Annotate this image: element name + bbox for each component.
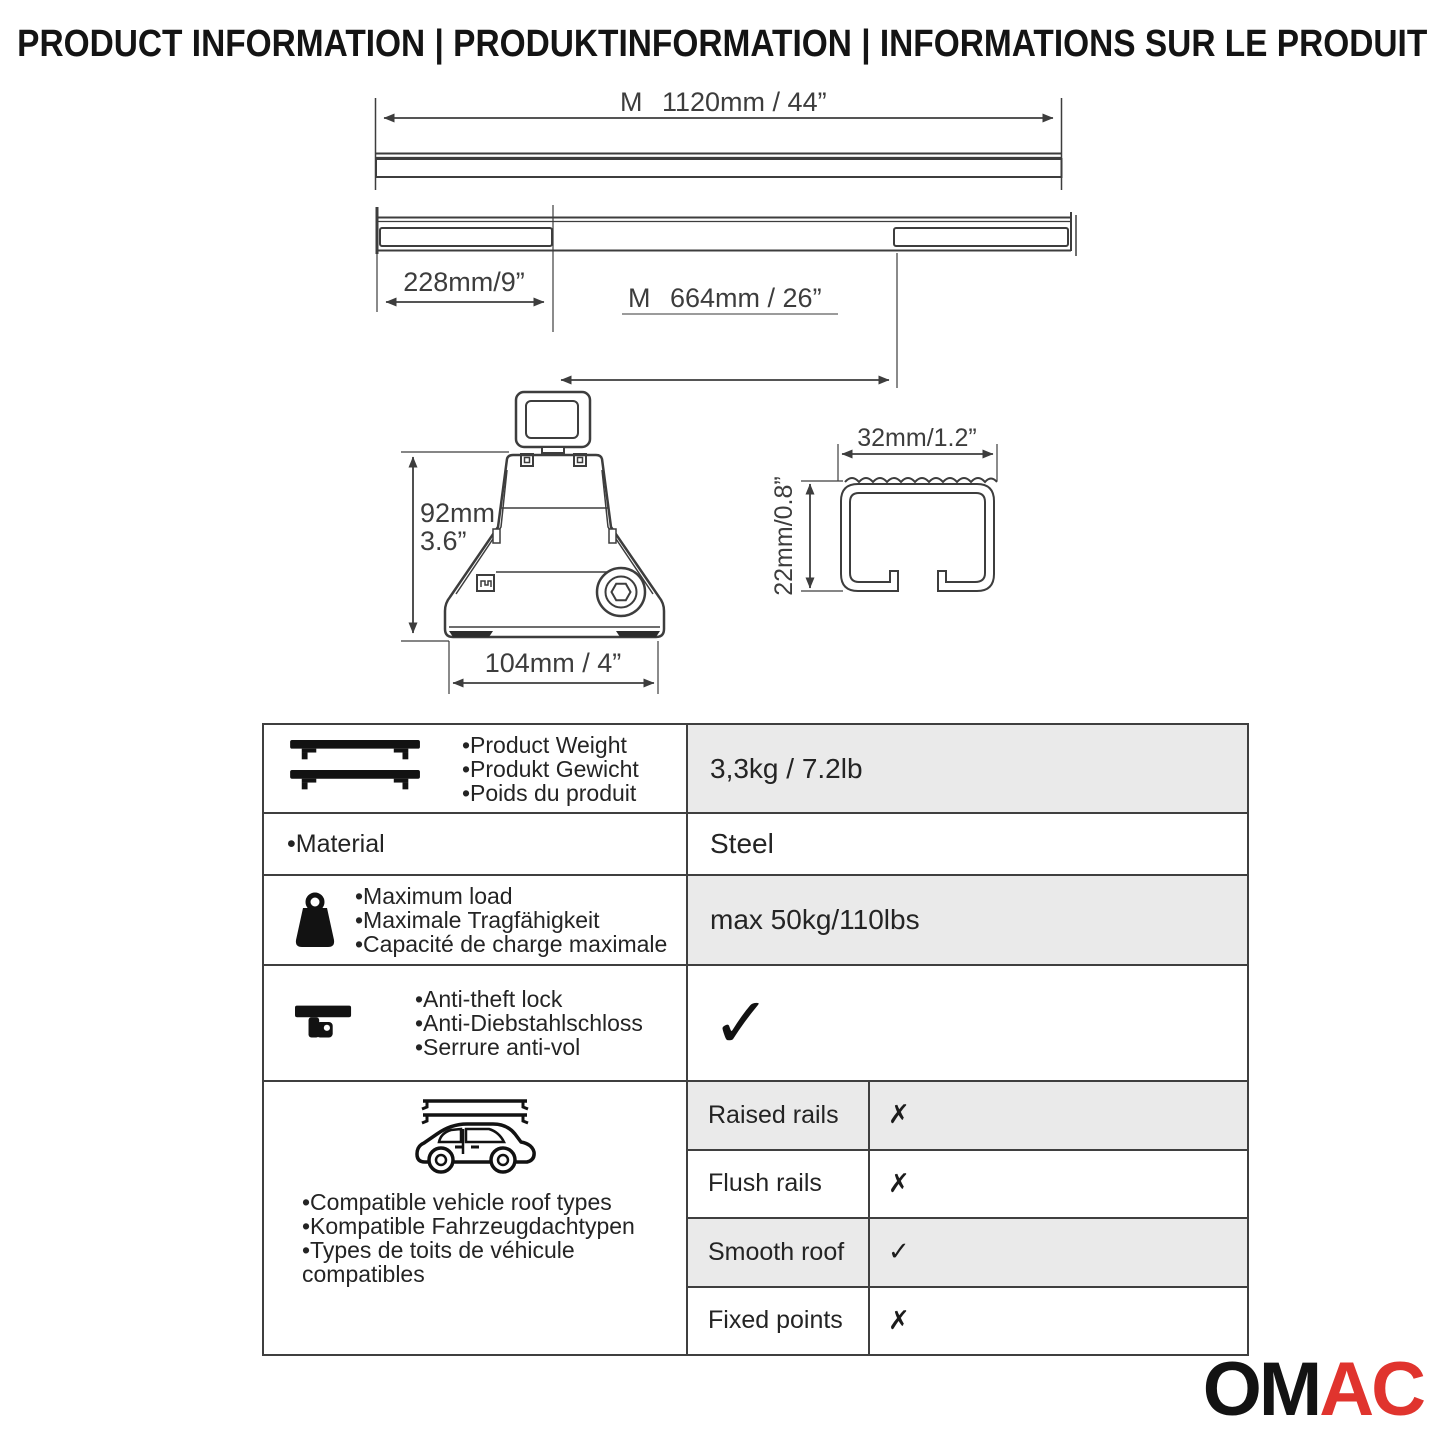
dim-foot-width: 104mm / 4” bbox=[484, 648, 622, 678]
label-anti-theft-de: •Anti-Diebstahlschloss bbox=[415, 1010, 643, 1036]
label-material: •Material bbox=[287, 830, 385, 858]
crossbar-profile-drawing bbox=[770, 424, 997, 596]
anti-theft-lock-icon bbox=[295, 1003, 353, 1043]
value-material: Steel bbox=[710, 828, 774, 859]
page-title: PRODUCT INFORMATION | PRODUKTINFORMATION | INFORMATIONS SUR LE PRODUIT bbox=[17, 23, 1428, 65]
technical-drawings bbox=[0, 0, 1445, 715]
dim-between-feet: 664mm / 26” bbox=[670, 283, 822, 313]
anti-theft-checkmark: ✓ bbox=[712, 981, 771, 1064]
table-row-maximum-load bbox=[264, 876, 1247, 966]
label-roof-types-fr: •Types de toits de véhicule bbox=[302, 1237, 575, 1263]
value-maximum-load: max 50kg/110lbs bbox=[688, 876, 1247, 964]
spec-table bbox=[262, 723, 1249, 1356]
dim-between-feet-prefix: M bbox=[628, 283, 651, 313]
dim-full-length: 1120mm / 44” bbox=[662, 87, 827, 117]
label-anti-theft-en: •Anti-theft lock bbox=[415, 986, 563, 1012]
flush-rails-mark: ✗ bbox=[888, 1168, 910, 1199]
value-product-weight: 3,3kg / 7.2lb bbox=[688, 725, 1247, 812]
smooth-roof-mark: ✓ bbox=[888, 1237, 910, 1268]
table-row-roof-types bbox=[264, 1082, 1247, 1354]
dim-overhang: 228mm/9” bbox=[403, 267, 525, 297]
dim-profile-width: 32mm/1.2” bbox=[857, 424, 977, 452]
table-row-product-weight bbox=[264, 725, 1247, 814]
crossbar-full-length-drawing bbox=[376, 87, 1062, 190]
dim-foot-height-mm: 92mm bbox=[420, 498, 496, 528]
subrow-fixed-points-label: Fixed points bbox=[688, 1288, 870, 1355]
label-max-load-fr: •Capacité de charge maximale bbox=[355, 931, 668, 957]
subrow-raised-rails-label: Raised rails bbox=[688, 1082, 870, 1149]
raised-rails-mark: ✗ bbox=[888, 1100, 910, 1131]
weight-icon bbox=[290, 891, 340, 949]
mounting-foot-drawing bbox=[401, 392, 664, 694]
label-product-weight-en: •Product Weight bbox=[462, 731, 627, 758]
subrow-flush-rails bbox=[688, 1151, 1247, 1220]
car-roof-icon bbox=[409, 1096, 541, 1178]
label-product-weight-fr: •Poids du produit bbox=[462, 779, 637, 806]
omac-logo-red: AC bbox=[1319, 1347, 1423, 1432]
subrow-smooth-roof bbox=[688, 1219, 1247, 1288]
subrow-smooth-roof-label: Smooth roof bbox=[688, 1219, 870, 1286]
label-roof-types-fr-wrap: compatibles bbox=[302, 1261, 425, 1287]
dim-foot-height-in: 3.6” bbox=[420, 526, 467, 556]
label-roof-types-de: •Kompatible Fahrzeugdachtypen bbox=[302, 1213, 635, 1239]
omac-logo-black: OM bbox=[1202, 1347, 1320, 1432]
label-roof-types-en: •Compatible vehicle roof types bbox=[302, 1189, 612, 1215]
roof-types-subtable bbox=[688, 1082, 1247, 1354]
roof-rack-bars-icon bbox=[288, 738, 424, 800]
subrow-raised-rails bbox=[688, 1082, 1247, 1151]
dim-full-length-prefix: M bbox=[620, 87, 643, 117]
subrow-flush-rails-label: Flush rails bbox=[688, 1151, 870, 1218]
crossbar-end-sections-drawing bbox=[377, 205, 1076, 388]
omac-logo bbox=[1202, 1347, 1423, 1432]
label-anti-theft-fr: •Serrure anti-vol bbox=[415, 1034, 581, 1060]
label-max-load-de: •Maximale Tragfähigkeit bbox=[355, 907, 600, 933]
dim-profile-height: 22mm/0.8” bbox=[770, 476, 798, 596]
table-row-anti-theft bbox=[264, 966, 1247, 1082]
fixed-points-mark: ✗ bbox=[888, 1305, 910, 1336]
label-max-load-en: •Maximum load bbox=[355, 883, 513, 909]
label-product-weight-de: •Produkt Gewicht bbox=[462, 755, 639, 782]
subrow-fixed-points bbox=[688, 1288, 1247, 1355]
table-row-material bbox=[264, 814, 1247, 876]
